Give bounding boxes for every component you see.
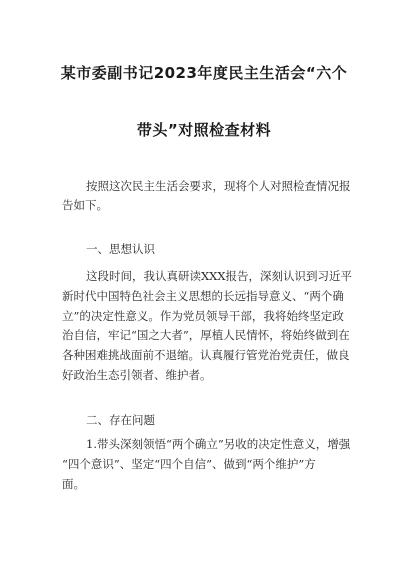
intro-line-1: 按照这次民主生活会要求，现将个人对照检查情况报 [86, 179, 351, 193]
section-2-line-1: 1.带头深刻领悟“两个确立”另收的决定性意义，增强 [86, 437, 351, 451]
section-1-line-5: 各种困难挑战面前不退缩。认真履行管党治党责任，做良 [62, 348, 350, 362]
document-title-line-2: 带头”对照检查材料 [136, 121, 272, 139]
section-1-heading: 一、思想认识 [86, 242, 155, 256]
section-2-line-3: 面。 [62, 477, 85, 491]
section-1-line-6: 好政治生态引领者、维护者。 [62, 368, 212, 382]
section-1-line-2: 新时代中国特色社会主义思想的长远指导意义、“两个确 [62, 289, 344, 303]
intro-line-2: 告如下。 [62, 198, 108, 212]
section-1-line-3: 立”的决定性意义。作为党员领导干部，我将始终坚定政 [62, 309, 344, 323]
section-2-heading: 二、存在问题 [86, 413, 155, 427]
section-1-line-4: 治自信，牢记“国之大者”，厚植人民情怀，将始终做到在 [62, 328, 350, 342]
document-title-line-1: 某市委副书记2023年度民主生活会“六个 [60, 64, 348, 82]
section-1-line-1: 这段时间，我认真研读XXX报告，深刻认识到习近平 [86, 269, 353, 283]
section-2-line-2: “四个意识”、坚定“四个自信”、做到“两个维护”方 [62, 457, 316, 471]
